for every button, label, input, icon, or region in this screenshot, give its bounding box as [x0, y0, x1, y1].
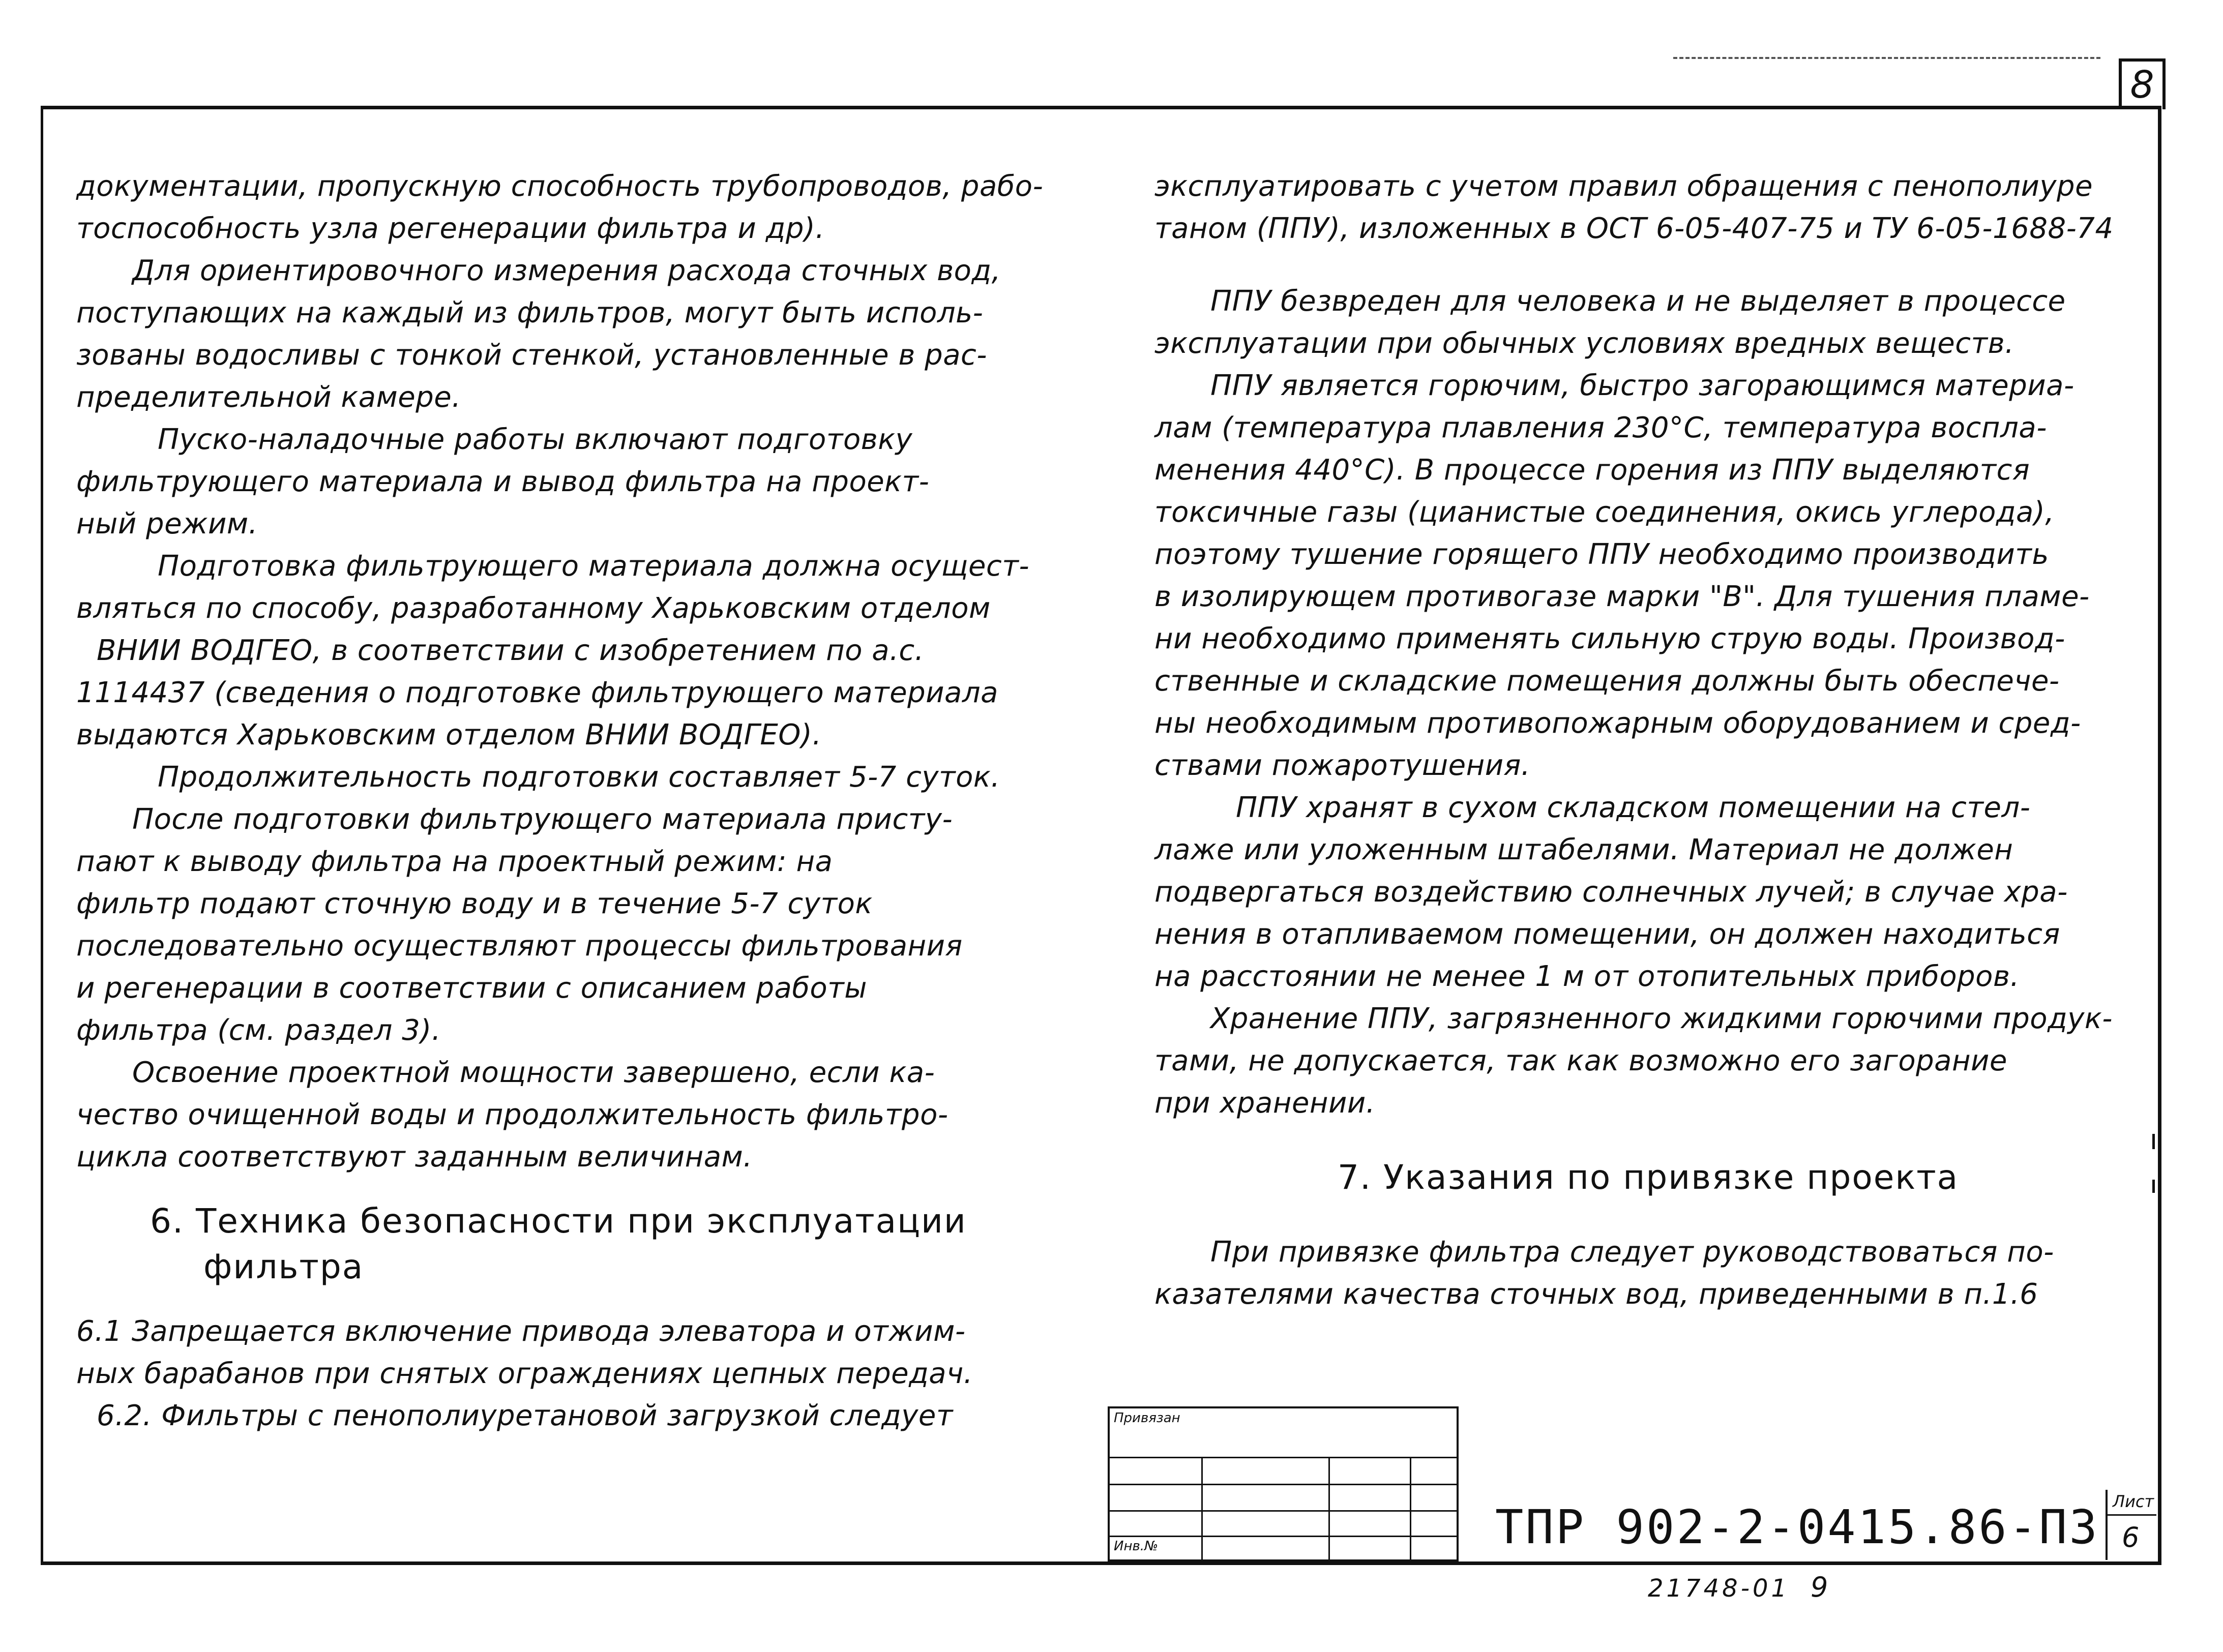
- text-line: фильтр подают сточную воду и в течение 5-7 суток: [76, 887, 873, 920]
- sheet-label: Лист: [2113, 1492, 2154, 1511]
- text-line: казателями качества сточных вод, приведенными в п.1.6: [1154, 1278, 2038, 1311]
- text-line: тами, не допускается, так как возможно его загорание: [1154, 1044, 2007, 1077]
- sheet-number: 6: [2122, 1521, 2140, 1553]
- archive-number: 21748-01: [1648, 1574, 1790, 1603]
- binding-stamp: [1108, 1406, 1459, 1561]
- text-line: ППУ безвреден для человека и не выделяет в процессе: [1210, 285, 2066, 318]
- text-line: ВНИИ ВОДГЕО, в соответствии с изобретением по а.с.: [97, 634, 924, 667]
- text-line: цикла соответствуют заданным величинам.: [76, 1140, 753, 1174]
- text-line: документации, пропускную способность трубопроводов, рабо-: [76, 170, 1044, 203]
- text-line: таном (ППУ), изложенных в ОСТ 6-05-407-75 и ТУ 6-05-1688-74: [1154, 212, 2114, 245]
- text-line: При привязке фильтра следует руководствоваться по-: [1210, 1236, 2054, 1269]
- margin-tick: [2152, 1180, 2155, 1193]
- stamp-row-line: [1110, 1536, 1457, 1537]
- text-line: ни необходимо применять сильную струю воды. Производ-: [1154, 622, 2065, 655]
- stamp-row-line: [1110, 1457, 1457, 1458]
- text-line: токсичные газы (цианистые соединения, окись углерода),: [1154, 496, 2055, 529]
- right-paragraph-1: [1154, 165, 2151, 250]
- right-paragraph-6: [1154, 1231, 2151, 1315]
- text-line: вляться по способу, разработанному Харьковским отделом: [76, 592, 991, 625]
- text-line: ственные и складские помещения должны быть обеспече-: [1154, 665, 2060, 698]
- text-line: на расстоянии не менее 1 м от отопительных приборов.: [1154, 960, 2020, 993]
- left-paragraph-1: [76, 165, 1068, 250]
- page-number-box: [2119, 58, 2166, 109]
- text-line: эксплуатировать с учетом правил обращения с пенополиуре: [1154, 170, 2093, 203]
- text-line: ППУ является горючим, быстро загорающимся материа-: [1210, 369, 2074, 402]
- text-line: и регенерации в соответствии с описанием работы: [76, 972, 867, 1005]
- right-paragraph-2: [1154, 280, 2151, 365]
- text-line: Пуско-наладочные работы включают подготовку: [158, 423, 913, 456]
- right-column: [1154, 165, 2151, 1315]
- text-line: пределительной камере.: [76, 381, 461, 414]
- left-paragraph-2: [76, 250, 1068, 418]
- left-paragraph-8: [76, 1310, 1068, 1437]
- left-paragraph-3: [76, 418, 1068, 545]
- text-line: пают к выводу фильтра на проектный режим: на: [76, 845, 833, 878]
- section-7-heading: [1154, 1155, 2151, 1200]
- text-line: тоспособность узла регенерации фильтра и др).: [76, 212, 825, 245]
- margin-tick: [2152, 1134, 2155, 1149]
- text-line: в изолирующем противогазе марки "В". Для тушения пламе-: [1154, 580, 2090, 613]
- text-line: нения в отапливаемом помещении, он должен находиться: [1154, 918, 2060, 951]
- text-line: зованы водосливы с тонкой стенкой, установленные в рас-: [76, 339, 988, 372]
- left-column: [76, 165, 1068, 1437]
- top-dash-line: [1673, 57, 2100, 59]
- text-line: фильтрующего материала и вывод фильтра на проект-: [76, 465, 930, 498]
- text-line: Освоение проектной мощности завершено, если ка-: [132, 1056, 935, 1089]
- section-6-heading: [76, 1198, 1068, 1290]
- left-paragraph-5: [76, 756, 1068, 798]
- text-line: менения 440°С). В процессе горения из ППУ выделяются: [1154, 454, 2030, 487]
- sheet-cell-divider: [2108, 1514, 2156, 1516]
- stamp-col-line: [1410, 1457, 1411, 1561]
- text-line: 1114437 (сведения о подготовке фильтрующего материала: [76, 676, 998, 709]
- text-line: ны необходимым противопожарным оборудованием и сред-: [1154, 707, 2081, 740]
- text-line: выдаются Харьковским отделом ВНИИ ВОДГЕО).: [76, 718, 822, 752]
- text-line: поэтому тушение горящего ППУ необходимо производить: [1154, 538, 2049, 571]
- text-line: эксплуатации при обычных условиях вредных веществ.: [1154, 327, 2014, 360]
- text-line: ствами пожаротушения.: [1154, 749, 1531, 782]
- text-line: Хранение ППУ, загрязненного жидкими горючими продук-: [1210, 1002, 2113, 1035]
- stamp-row-line: [1110, 1510, 1457, 1512]
- heading-line: фильтра: [203, 1247, 364, 1286]
- stamp-col-line: [1201, 1457, 1203, 1561]
- text-line: последовательно осуществляют процессы фильтрования: [76, 929, 963, 963]
- stamp-label: Привязан: [1114, 1410, 1180, 1426]
- text-line: фильтра (см. раздел 3).: [76, 1014, 441, 1047]
- heading-line: 7. Указания по привязке проекта: [1338, 1158, 1959, 1197]
- text-line: Продолжительность подготовки составляет 5-7 суток.: [158, 761, 1000, 794]
- page-number: 8: [2130, 63, 2154, 107]
- left-paragraph-6: [76, 798, 1068, 1052]
- text-line: лаже или уложенным штабелями. Материал не должен: [1154, 833, 2013, 866]
- stamp-label: Инв.№: [1114, 1539, 1159, 1554]
- text-line: 6.2. Фильтры с пенополиуретановой загрузкой следует: [97, 1399, 953, 1432]
- text-line: Подготовка фильтрующего материала должна осущест-: [158, 550, 1030, 583]
- footer-page-number: 9: [1811, 1571, 1828, 1603]
- right-paragraph-4: [1154, 787, 2151, 998]
- right-paragraph-3: [1154, 365, 2151, 787]
- text-line: ный режим.: [76, 507, 258, 540]
- text-line: После подготовки фильтрующего материала присту-: [132, 803, 953, 836]
- left-paragraph-7: [76, 1052, 1068, 1178]
- sheet-number-cell: [2106, 1490, 2156, 1560]
- left-paragraph-4: [76, 545, 1068, 756]
- document-code: ТПР 902-2-0415.86-ПЗ: [1495, 1500, 2099, 1554]
- text-line: при хранении.: [1154, 1087, 1376, 1120]
- text-line: чество очищенной воды и продолжительность фильтро-: [76, 1098, 949, 1131]
- text-line: поступающих на каждый из фильтров, могут быть исполь-: [76, 296, 984, 329]
- text-line: Для ориентировочного измерения расхода сточных вод,: [132, 254, 1001, 287]
- stamp-col-line: [1328, 1457, 1330, 1561]
- text-line: ППУ хранят в сухом складском помещении на стел-: [1236, 791, 2031, 824]
- text-line: 6.1 Запрещается включение привода элеватора и отжим-: [76, 1315, 966, 1348]
- stamp-row-line: [1110, 1484, 1457, 1485]
- text-line: ных барабанов при снятых ограждениях цепных передач.: [76, 1357, 973, 1390]
- text-line: подвергаться воздействию солнечных лучей; в случае хра-: [1154, 876, 2068, 909]
- heading-line: 6. Техника безопасности при эксплуатации: [150, 1202, 967, 1241]
- right-paragraph-5: [1154, 998, 2151, 1124]
- text-line: лам (температура плавления 230°С, температура воспла-: [1154, 411, 2047, 444]
